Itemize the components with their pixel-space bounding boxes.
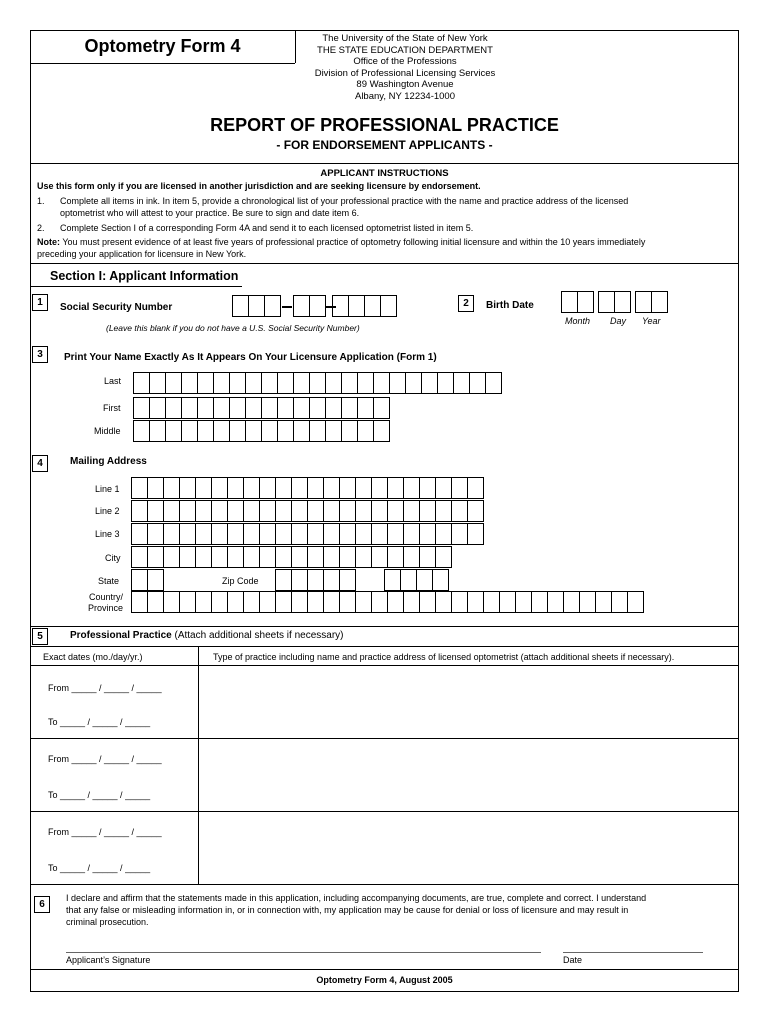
char-box[interactable] [419, 500, 436, 522]
char-box[interactable] [627, 591, 644, 613]
char-box[interactable] [211, 591, 228, 613]
char-box[interactable] [259, 477, 276, 499]
practice-entry-field[interactable] [199, 666, 738, 738]
char-box[interactable] [339, 500, 356, 522]
ssn-label: Social Security Number [60, 302, 173, 313]
char-box[interactable] [147, 500, 164, 522]
char-box[interactable] [467, 477, 484, 499]
char-box[interactable] [421, 372, 438, 394]
char-box[interactable] [403, 591, 420, 613]
char-box[interactable] [195, 546, 212, 568]
char-box[interactable] [339, 546, 356, 568]
practice-entry-field[interactable] [199, 739, 738, 811]
char-box[interactable] [291, 477, 308, 499]
country-label-line1: Country/ [88, 592, 123, 602]
char-box[interactable] [451, 477, 468, 499]
char-box[interactable] [341, 420, 358, 442]
char-box[interactable] [291, 523, 308, 545]
char-box[interactable] [213, 372, 230, 394]
char-box[interactable] [307, 591, 324, 613]
char-box[interactable] [371, 546, 388, 568]
char-box[interactable] [275, 591, 292, 613]
char-box[interactable] [400, 569, 417, 591]
char-box[interactable] [227, 477, 244, 499]
instructions-top-rule [30, 163, 739, 164]
char-box[interactable] [339, 591, 356, 613]
char-box[interactable] [131, 477, 148, 499]
char-box[interactable] [371, 523, 388, 545]
address-line2-boxes[interactable] [131, 500, 483, 522]
header-title-underline [30, 63, 295, 64]
char-box[interactable] [419, 591, 436, 613]
mailing-address-label: Mailing Address [70, 456, 147, 467]
char-box[interactable] [245, 397, 262, 419]
char-box[interactable] [293, 420, 310, 442]
from-date-field[interactable]: From _____ / _____ / _____ [48, 683, 162, 693]
birth-year-boxes[interactable] [635, 291, 667, 313]
char-box[interactable] [275, 500, 292, 522]
char-box[interactable] [323, 500, 340, 522]
agency-line: 89 Washington Avenue [356, 79, 454, 90]
address-line3-label: Line 3 [95, 529, 120, 539]
instructions-heading: APPLICANT INSTRUCTIONS [320, 168, 449, 179]
to-date-field[interactable]: To _____ / _____ / _____ [48, 863, 151, 873]
char-box[interactable] [371, 477, 388, 499]
char-box[interactable] [355, 477, 372, 499]
section1-top-rule [30, 263, 739, 264]
char-box[interactable] [451, 500, 468, 522]
char-box[interactable] [179, 546, 196, 568]
char-box[interactable] [195, 591, 212, 613]
char-box[interactable] [387, 591, 404, 613]
char-box[interactable] [323, 477, 340, 499]
char-box[interactable] [195, 523, 212, 545]
agency-line: THE STATE EDUCATION DEPARTMENT [317, 44, 493, 56]
char-box[interactable] [435, 477, 452, 499]
char-box[interactable] [147, 523, 164, 545]
char-box[interactable] [131, 523, 148, 545]
char-box[interactable] [259, 546, 276, 568]
instruction-text: Complete all items in ink. In item 5, provide a chronological list of your professional practice with the name and practice address of the licensed [60, 196, 629, 206]
zip-boxes[interactable] [275, 569, 355, 591]
char-box[interactable] [499, 591, 516, 613]
report-subtitle: - FOR ENDORSEMENT APPLICANTS - [276, 138, 493, 152]
char-box[interactable] [403, 546, 420, 568]
char-box[interactable] [243, 591, 260, 613]
char-box[interactable] [149, 397, 166, 419]
char-box[interactable] [373, 397, 390, 419]
char-box[interactable] [339, 523, 356, 545]
footer-text: Optometry Form 4, August 2005 [316, 975, 453, 985]
item-number-6: 6 [34, 896, 50, 913]
char-box[interactable] [147, 591, 164, 613]
birth-day-label: Day [610, 316, 627, 326]
char-box[interactable] [307, 477, 324, 499]
char-box[interactable] [291, 546, 308, 568]
char-box[interactable] [467, 500, 484, 522]
affirmation-text: I declare and affirm that the statements made in this application, including accompanying documents, are true, complete and correct. I understand [66, 893, 647, 903]
char-box[interactable] [419, 546, 436, 568]
char-box[interactable] [467, 523, 484, 545]
char-box[interactable] [307, 546, 324, 568]
middle-name-label: Middle [94, 426, 121, 436]
char-box[interactable] [227, 546, 244, 568]
char-box[interactable] [165, 397, 182, 419]
char-box[interactable] [277, 397, 294, 419]
last-name-boxes[interactable] [133, 372, 501, 394]
char-box[interactable] [165, 372, 182, 394]
char-box[interactable] [384, 569, 401, 591]
to-date-field[interactable]: To _____ / _____ / _____ [48, 717, 151, 727]
signature-line[interactable] [66, 952, 541, 953]
char-box[interactable] [245, 420, 262, 442]
char-box[interactable] [435, 546, 452, 568]
practice-entry-field[interactable] [199, 812, 738, 884]
char-box[interactable] [277, 420, 294, 442]
char-box[interactable] [163, 523, 180, 545]
date-label: Date [563, 955, 583, 965]
ssn-part3[interactable] [332, 295, 396, 317]
agency-line: Office of the Professions [353, 56, 457, 67]
instruction-text: Complete Section I of a corresponding Form 4A and send it to each licensed optometrist listed in item 5. [60, 223, 474, 233]
char-box[interactable] [195, 477, 212, 499]
char-box[interactable] [309, 397, 326, 419]
char-box[interactable] [355, 523, 372, 545]
char-box[interactable] [531, 591, 548, 613]
char-box[interactable] [453, 372, 470, 394]
birth-date-label: Birth Date [486, 300, 534, 311]
char-box[interactable] [416, 569, 433, 591]
char-box[interactable] [325, 372, 342, 394]
char-box[interactable] [133, 372, 150, 394]
char-box[interactable] [165, 420, 182, 442]
char-box[interactable] [309, 372, 326, 394]
agency-line: Division of Professional Licensing Services [314, 67, 496, 79]
char-box[interactable] [213, 397, 230, 419]
char-box[interactable] [229, 397, 246, 419]
char-box[interactable] [131, 569, 148, 591]
char-box[interactable] [179, 500, 196, 522]
char-box[interactable] [227, 591, 244, 613]
char-box[interactable] [243, 477, 260, 499]
char-box[interactable] [341, 397, 358, 419]
char-box[interactable] [357, 420, 374, 442]
char-box[interactable] [293, 397, 310, 419]
note-label: Note: [37, 237, 60, 247]
country-label-line2: Province [87, 603, 123, 613]
country-label [85, 592, 123, 614]
char-box[interactable] [405, 372, 422, 394]
char-box[interactable] [419, 523, 436, 545]
char-box[interactable] [261, 397, 278, 419]
char-box[interactable] [355, 591, 372, 613]
item-number-2: 2 [458, 295, 474, 312]
char-box[interactable] [373, 420, 390, 442]
char-box[interactable] [341, 372, 358, 394]
practice-column-header: Type of practice including name and practice address of licensed optometrist (attach additional sheets if necessary). [213, 652, 675, 662]
char-box[interactable] [357, 397, 374, 419]
char-box[interactable] [563, 591, 580, 613]
from-date-field[interactable]: From _____ / _____ / _____ [48, 827, 162, 837]
char-box[interactable] [339, 569, 356, 591]
char-box[interactable] [261, 372, 278, 394]
birth-month-boxes[interactable] [561, 291, 593, 313]
state-boxes[interactable] [131, 569, 163, 591]
char-box[interactable] [243, 500, 260, 522]
char-box[interactable] [147, 546, 164, 568]
char-box[interactable] [309, 420, 326, 442]
zip-plus4-boxes[interactable] [384, 569, 448, 591]
char-box[interactable] [371, 591, 388, 613]
agency-line: The University of the State of New York [322, 33, 488, 44]
char-box[interactable] [181, 372, 198, 394]
agency-line: Albany, NY 12234-1000 [354, 90, 455, 102]
char-box[interactable] [419, 477, 436, 499]
char-box[interactable] [227, 500, 244, 522]
char-box[interactable] [403, 500, 420, 522]
char-box[interactable] [179, 477, 196, 499]
zip-label: Zip Code [222, 576, 259, 586]
ssn-dash [282, 306, 292, 308]
date-line[interactable] [563, 952, 703, 953]
from-date-field[interactable]: From _____ / _____ / _____ [48, 754, 162, 764]
char-box[interactable] [467, 591, 484, 613]
char-box[interactable] [435, 591, 452, 613]
char-box[interactable] [133, 397, 150, 419]
address-line2-label: Line 2 [95, 506, 120, 516]
char-box[interactable] [245, 372, 262, 394]
char-box[interactable] [387, 523, 404, 545]
char-box[interactable] [211, 477, 228, 499]
char-box[interactable] [181, 397, 198, 419]
char-box[interactable] [211, 523, 228, 545]
item-number-4: 4 [32, 455, 48, 472]
char-box[interactable] [437, 372, 454, 394]
char-box[interactable] [163, 591, 180, 613]
char-box[interactable] [227, 523, 244, 545]
item5-top-rule [30, 626, 739, 627]
section1-title: Section I: Applicant Information [50, 269, 239, 283]
char-box[interactable] [387, 500, 404, 522]
header-divider [295, 30, 296, 63]
ssn-hint: (Leave this blank if you do not have a U.S. Social Security Number) [106, 323, 360, 333]
char-box[interactable] [483, 591, 500, 613]
instruction-text: optometrist who will attest to your practice. Be sure to sign and date item 6. [60, 208, 360, 218]
char-box[interactable] [355, 546, 372, 568]
char-box[interactable] [147, 477, 164, 499]
char-box[interactable] [403, 523, 420, 545]
char-box[interactable] [131, 546, 148, 568]
char-box[interactable] [197, 420, 214, 442]
note-text: You must present evidence of at least five years of professional practice of optometry following initial licensure and within the 10 years immediately [62, 237, 646, 247]
char-box[interactable] [261, 420, 278, 442]
char-box[interactable] [579, 591, 596, 613]
char-box[interactable] [291, 569, 308, 591]
char-box[interactable] [435, 500, 452, 522]
char-box[interactable] [277, 372, 294, 394]
char-box[interactable] [133, 420, 150, 442]
to-date-field[interactable]: To _____ / _____ / _____ [48, 790, 151, 800]
char-box[interactable] [387, 546, 404, 568]
char-box[interactable] [291, 500, 308, 522]
first-name-label: First [103, 403, 121, 413]
char-box[interactable] [259, 500, 276, 522]
ssn-part2[interactable] [293, 295, 325, 317]
ssn-part1[interactable] [232, 295, 280, 317]
address-line1-label: Line 1 [95, 484, 120, 494]
form-title: Optometry Form 4 [84, 36, 241, 56]
char-box[interactable] [243, 523, 260, 545]
char-box[interactable] [259, 523, 276, 545]
char-box[interactable] [163, 500, 180, 522]
birth-month-label: Month [565, 316, 591, 326]
char-box[interactable] [323, 523, 340, 545]
char-box[interactable] [323, 546, 340, 568]
report-title: REPORT OF PROFESSIONAL PRACTICE [210, 115, 559, 135]
char-box[interactable] [229, 420, 246, 442]
char-box[interactable] [163, 477, 180, 499]
section1-title-rule [30, 286, 242, 287]
professional-practice-label: Professional Practice [70, 630, 172, 641]
char-box[interactable] [387, 477, 404, 499]
char-box[interactable] [211, 500, 228, 522]
char-box[interactable] [595, 591, 612, 613]
birth-year-label: Year [642, 316, 661, 326]
char-box[interactable] [403, 477, 420, 499]
last-name-label: Last [104, 376, 122, 386]
item6-top-rule [30, 884, 739, 885]
char-box[interactable] [259, 591, 276, 613]
birth-day-boxes[interactable] [598, 291, 630, 313]
note-text: preceding your application for licensure in New York. [37, 249, 247, 259]
agency-block [300, 33, 510, 102]
char-box[interactable] [371, 500, 388, 522]
country-boxes[interactable] [131, 591, 643, 613]
signature-label: Applicant’s Signature [66, 955, 151, 965]
char-box[interactable] [275, 546, 292, 568]
name-label: Print Your Name Exactly As It Appears On Your Licensure Application (Form 1) [64, 352, 437, 363]
char-box[interactable] [485, 372, 502, 394]
char-box[interactable] [339, 477, 356, 499]
char-box[interactable] [179, 591, 196, 613]
char-box[interactable] [323, 591, 340, 613]
char-box[interactable] [181, 420, 198, 442]
char-box[interactable] [435, 523, 452, 545]
address-line3-boxes[interactable] [131, 523, 483, 545]
char-box[interactable] [307, 500, 324, 522]
char-box[interactable] [229, 372, 246, 394]
first-name-boxes[interactable] [133, 397, 389, 419]
char-box[interactable] [195, 500, 212, 522]
char-box[interactable] [307, 523, 324, 545]
middle-name-boxes[interactable] [133, 420, 389, 442]
char-box[interactable] [325, 397, 342, 419]
char-box[interactable] [323, 569, 340, 591]
char-box[interactable] [197, 372, 214, 394]
address-line1-boxes[interactable] [131, 477, 483, 499]
char-box[interactable] [451, 591, 468, 613]
instruction-num: 1. [37, 196, 45, 206]
char-box[interactable] [149, 420, 166, 442]
instruction-num: 2. [37, 223, 45, 233]
char-box[interactable] [515, 591, 532, 613]
char-box[interactable] [293, 372, 310, 394]
city-boxes[interactable] [131, 546, 451, 568]
char-box[interactable] [275, 523, 292, 545]
char-box[interactable] [179, 523, 196, 545]
char-box[interactable] [131, 591, 148, 613]
char-box[interactable] [275, 569, 292, 591]
item-number-3: 3 [32, 346, 48, 363]
char-box[interactable] [373, 372, 390, 394]
affirmation-text: criminal prosecution. [66, 917, 149, 927]
char-box[interactable] [357, 372, 374, 394]
professional-practice-note: (Attach additional sheets if necessary) [174, 630, 344, 641]
char-box[interactable] [197, 397, 214, 419]
char-box[interactable] [147, 569, 164, 591]
footer-rule [30, 969, 739, 970]
state-label: State [98, 576, 120, 586]
char-box[interactable] [211, 546, 228, 568]
char-box[interactable] [389, 372, 406, 394]
instructions-lead: Use this form only if you are licensed in another jurisdiction and are seeking licensure by endorsement. [37, 181, 481, 191]
dates-column-header: Exact dates (mo./day/yr.) [43, 652, 143, 662]
char-box[interactable] [432, 569, 449, 591]
char-box[interactable] [163, 546, 180, 568]
char-box[interactable] [149, 372, 166, 394]
city-label: City [105, 553, 121, 563]
char-box[interactable] [275, 477, 292, 499]
char-box[interactable] [469, 372, 486, 394]
char-box[interactable] [547, 591, 564, 613]
char-box[interactable] [131, 500, 148, 522]
char-box[interactable] [307, 569, 324, 591]
affirmation-text: that any false or misleading information in, or in connection with, my application may be cause for denial or loss of licensure and may result in [66, 905, 629, 915]
char-box[interactable] [291, 591, 308, 613]
item-number-1: 1 [32, 294, 48, 311]
char-box[interactable] [243, 546, 260, 568]
char-box[interactable] [451, 523, 468, 545]
char-box[interactable] [611, 591, 628, 613]
item5-header-rule [30, 646, 739, 647]
item-number-5: 5 [32, 628, 48, 645]
char-box[interactable] [355, 500, 372, 522]
char-box[interactable] [213, 420, 230, 442]
char-box[interactable] [325, 420, 342, 442]
